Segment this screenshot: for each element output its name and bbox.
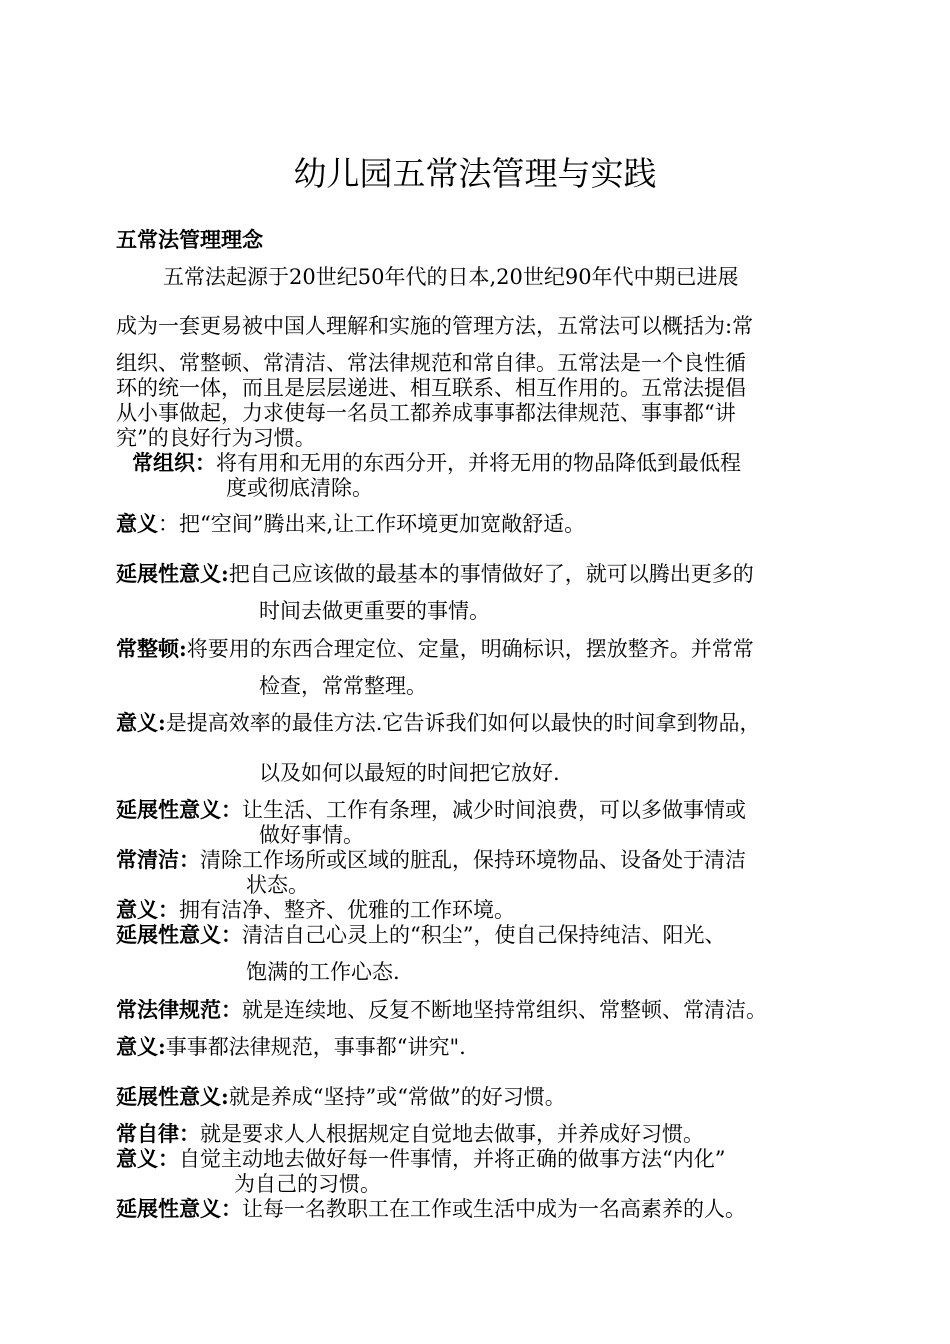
discipline-meaning-text-2: 为自己的习惯。 <box>234 1172 381 1196</box>
clean-text-2: 状态。 <box>246 873 309 897</box>
standard-line <box>116 997 767 1023</box>
clean-line-1 <box>116 847 746 873</box>
clean-ext-line-1 <box>116 922 725 948</box>
clean-ext-text-2: 饱满的工作心态. <box>246 960 400 984</box>
arrange-ext-label: 延展性意义： <box>116 797 242 822</box>
arrange-ext-line-1 <box>116 797 746 823</box>
clean-text-1: 清除工作场所或区域的脏乱，保持环境物品、设备处于清洁 <box>200 848 746 872</box>
arrange-label: 常整顿: <box>116 636 187 661</box>
arrange-text-1: 将要用的东西合理定位、定量，明确标识，摆放整齐。并常常 <box>186 637 754 661</box>
arrange-line-1 <box>116 636 754 662</box>
organize-meaning <box>116 511 585 537</box>
discipline-ext-label: 延展性意义： <box>116 1196 242 1221</box>
organize-text-2: 度或彻底清除。 <box>226 476 373 500</box>
organize-label: 常组织： <box>132 450 216 475</box>
standard-ext-label: 延展性意义: <box>116 1084 229 1109</box>
clean-meaning <box>116 897 515 923</box>
organize-meaning-label: 意义 <box>116 511 158 536</box>
discipline-text: 就是要求人人根据规定自觉地去做事，并养成好习惯。 <box>200 1122 704 1146</box>
discipline-line <box>116 1121 704 1147</box>
section-heading: 五常法管理理念 <box>116 227 263 252</box>
clean-label: 常清洁： <box>116 847 200 872</box>
arrange-meaning-label: 意义: <box>116 710 166 735</box>
clean-meaning-text: 拥有洁净、整齐、优雅的工作环境。 <box>179 898 515 922</box>
clean-ext-label: 延展性意义： <box>116 922 242 947</box>
organize-ext-text-2: 时间去做更重要的事情。 <box>259 599 490 623</box>
arrange-ext-text-1: 让生活、工作有条理，减少时间浪费，可以多做事情或 <box>242 798 746 822</box>
standard-ext <box>116 1084 566 1110</box>
discipline-label: 常自律： <box>116 1121 200 1146</box>
discipline-ext-text: 让每一名教职工在工作或生活中成为一名高素养的人。 <box>242 1197 746 1221</box>
standard-label: 常法律规范： <box>116 997 242 1022</box>
discipline-meaning-line-1 <box>116 1146 725 1172</box>
intro-line-1: 五常法起源于20世纪50年代的日本,20世纪90年代中期已进展 <box>163 265 739 289</box>
organize-ext-label: 延展性意义: <box>116 561 229 586</box>
clean-meaning-label: 意义： <box>116 897 179 922</box>
intro-line-6: 究”的良好行为习惯。 <box>116 426 316 450</box>
standard-text: 就是连续地、反复不断地坚持常组织、常整顿、常清洁。 <box>242 998 767 1022</box>
standard-ext-text: 就是养成“坚持”或“常做”的好习惯。 <box>228 1085 566 1109</box>
intro-line-4: 环的统一体，而且是层层递进、相互联系、相互作用的。五常法提倡 <box>116 376 746 400</box>
arrange-meaning-line-1 <box>116 710 760 736</box>
intro-line-3: 组织、常整顿、常清洁、常法律规范和常自律。五常法是一个良性循 <box>116 351 746 375</box>
discipline-ext <box>116 1196 746 1222</box>
organize-ext-line-1 <box>116 561 754 587</box>
standard-meaning <box>116 1034 466 1060</box>
organize-text-1: 将有用和无用的东西分开，并将无用的物品降低到最低程 <box>216 451 741 475</box>
discipline-meaning-text-1: 自觉主动地去做好每一件事情，并将正确的做事方法“内化” <box>179 1147 726 1171</box>
intro-line-5: 从小事做起，力求使每一名员工都养成事事都法律规范、事事都“讲 <box>116 401 736 425</box>
arrange-meaning-text-1: 是提高效率的最佳方法.它告诉我们如何以最快的时间拿到物品， <box>165 711 761 735</box>
arrange-text-2: 检查，常常整理。 <box>259 674 427 698</box>
arrange-ext-text-2: 做好事情。 <box>259 823 364 847</box>
standard-meaning-label: 意义: <box>116 1034 166 1059</box>
organize-meaning-text: ：把“空间”腾出来,让工作环境更加宽敞舒适。 <box>158 512 586 536</box>
standard-meaning-text: 事事都法律规范，事事都“讲究". <box>165 1035 466 1059</box>
organize-line-1 <box>132 450 741 476</box>
arrange-meaning-text-2: 以及如何以最短的时间把它放好. <box>259 761 560 785</box>
clean-ext-text-1: 清洁自己心灵上的“积尘”，使自己保持纯洁、阳光、 <box>242 923 726 947</box>
discipline-meaning-label: 意义： <box>116 1146 179 1171</box>
intro-line-2: 成为一套更易被中国人理解和实施的管理方法，五常法可以概括为:常 <box>116 314 754 338</box>
document-title: 幼儿园五常法管理与实践 <box>293 154 657 193</box>
organize-ext-text-1: 把自己应该做的最基本的事情做好了，就可以腾出更多的 <box>228 562 754 586</box>
